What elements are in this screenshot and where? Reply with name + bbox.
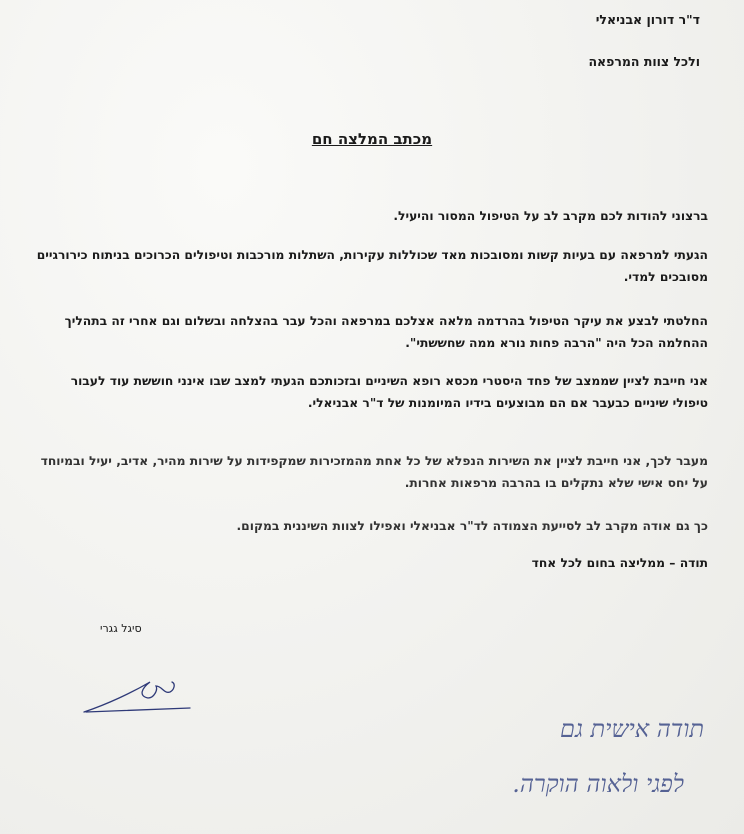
handwritten-note-line2: לפגי ולאוה הוקרה. bbox=[512, 770, 684, 798]
letter-title: מכתב המלצה חם bbox=[311, 130, 433, 148]
paragraph-thanks: ברצוני להודות לכם מקרב לב על הטיפול המסור והיעיל. bbox=[393, 209, 708, 223]
signature-name: סיגל גגרי bbox=[100, 622, 142, 635]
paragraph-anesthesia: החלטתי לבצע את עיקר הטיפול בהרדמה מלאה אצלכם במרפאה והכל עבר בהצלחה ובשלום וגם אחרי זה בתהליך ההחלמה הכל היה "הרבה פחות נורא ממה שחששתי". bbox=[64, 314, 708, 350]
paragraph-assistant: כך גם אודה מקרב לב לסייעת הצמודה לד"ר אבניאלי ואפילו לצוות השיננית במקום. bbox=[236, 519, 708, 533]
paragraph-closing: תודה – ממליצה בחום לכל אחד bbox=[531, 556, 708, 570]
handwritten-note-line1: תודה אישית גם bbox=[560, 715, 704, 743]
paragraph-arrival: הגעתי למרפאה עם בעיות קשות ומסובכות מאד שכוללות עקירות, השתלות מורכבות וטיפולים הכרוכים בניתוח כירורגיים מסובכים למדי. bbox=[36, 248, 708, 284]
handwritten-signature bbox=[78, 668, 198, 718]
paragraph-secretaries: מעבר לכך, אני חייבת לציין את השירות הנפלא של כל אחת מהמזכירות שמקפידות על שירות מהיר, אדיב, יעיל ובמיוחד על יחס אישי שלא נתקלים בו בהרבה מרפאות אחרות. bbox=[40, 454, 708, 490]
paragraph-fear: אני חייבת לציין שממצב של פחד היסטרי מכסא רופא השיניים ובזכותכם הגעתי למצב שבו אינני חוששת עוד לעבור טיפולי שיניים כבעבר אם הם מבוצעים בידיו המיומנות של ד"ר אבניאלי. bbox=[70, 374, 708, 410]
recipient-line: ד"ר דורון אבניאלי bbox=[595, 12, 700, 27]
team-line: ולכל צוות המרפאה bbox=[588, 54, 700, 69]
